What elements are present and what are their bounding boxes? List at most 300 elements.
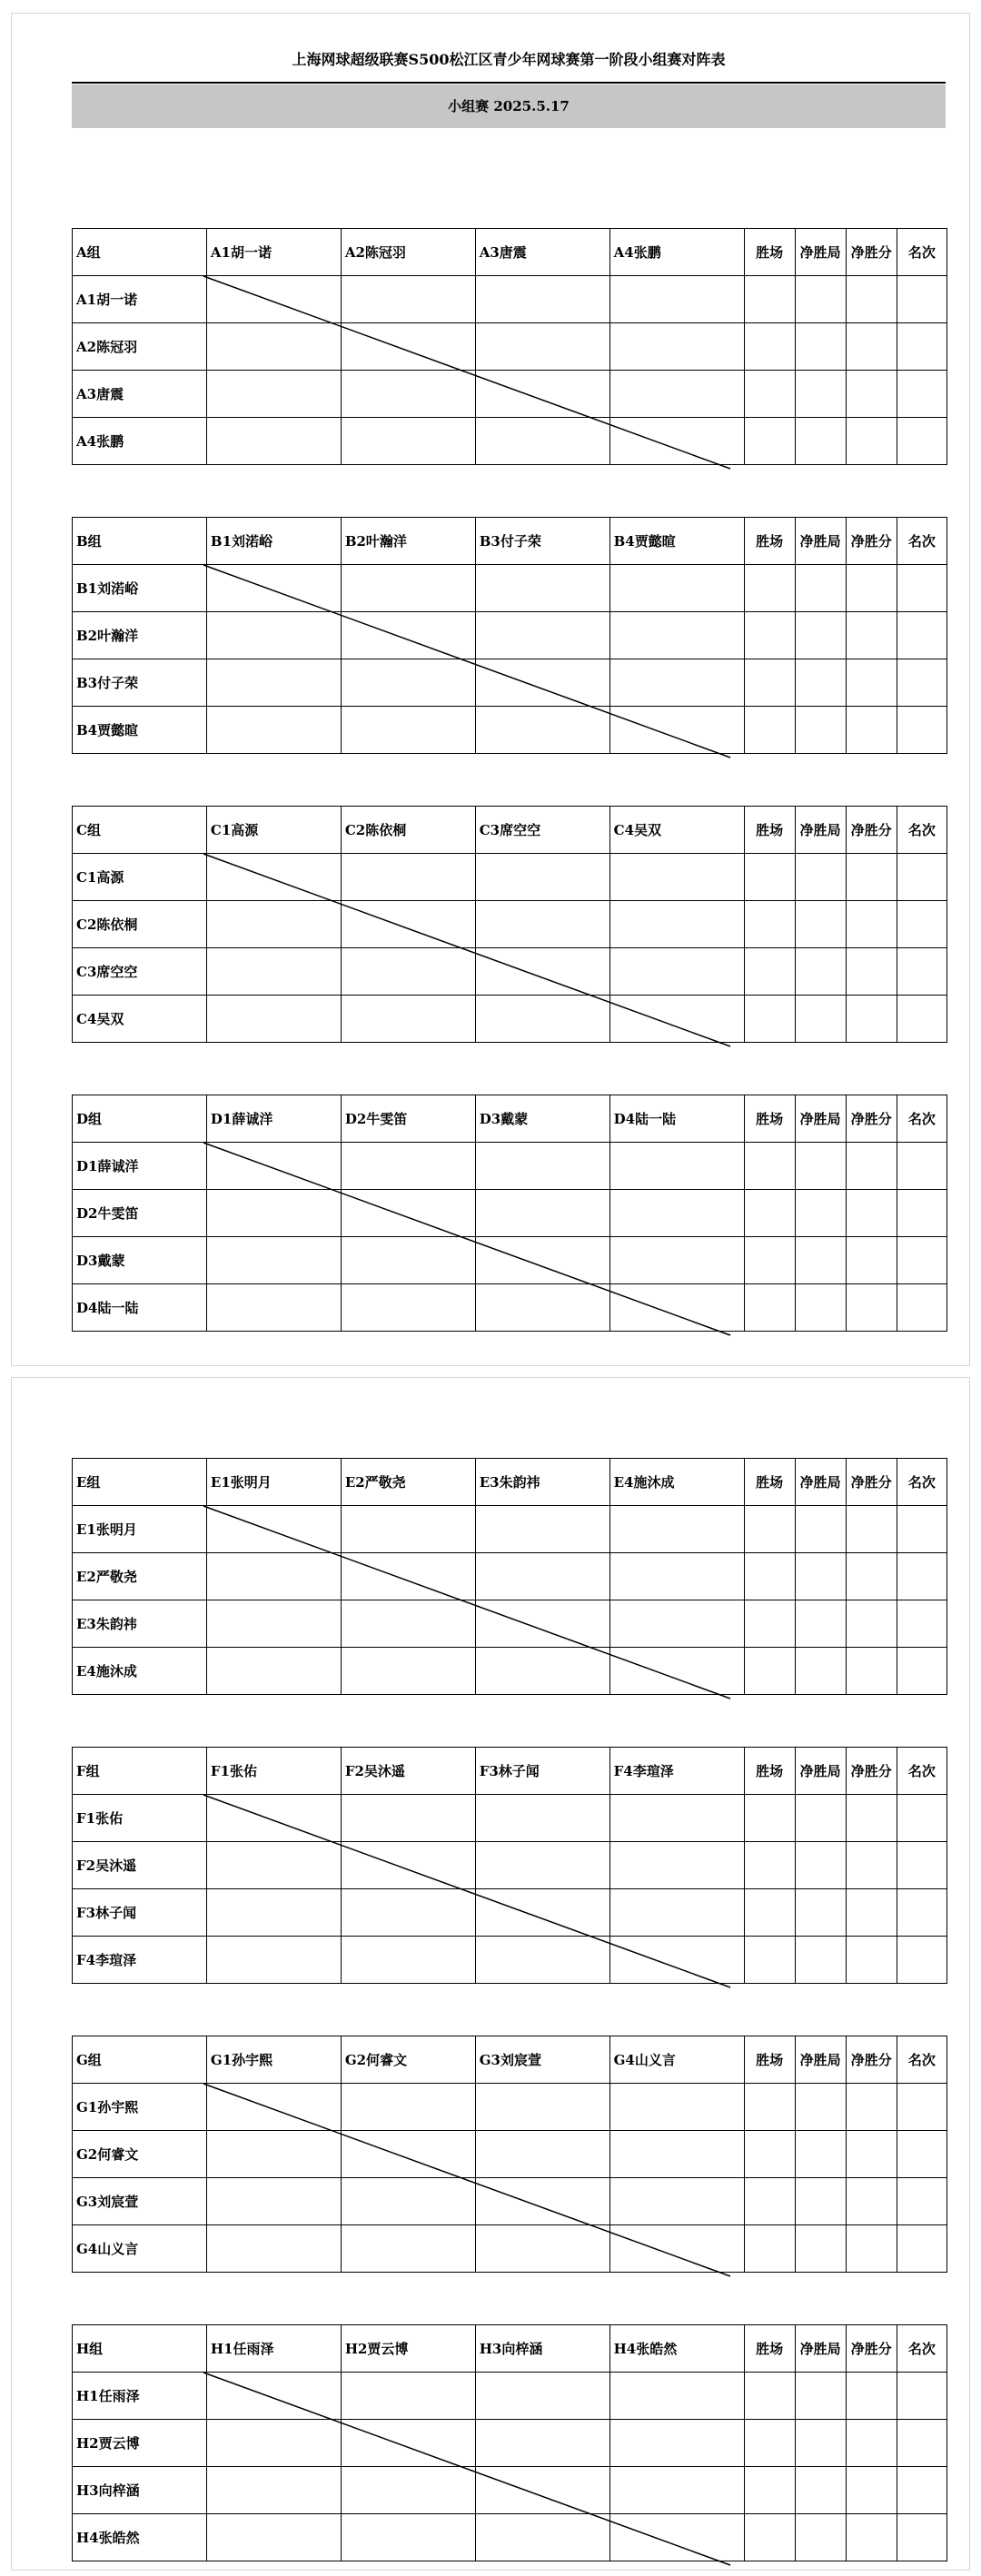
score-cell [341,1648,475,1695]
column-player-name: H1任雨泽 [206,2325,341,2373]
stat-header: 名次 [897,1095,946,1143]
self-match-cell [609,707,744,754]
stat-header: 净胜局 [795,2036,846,2084]
score-cell [206,2178,341,2225]
column-player-name: B3付子荣 [475,518,609,565]
stat-cell [795,2514,846,2561]
column-player-name: H3向梓涵 [475,2325,609,2373]
self-match-cell [609,2225,744,2273]
score-cell [609,1553,744,1600]
stat-cell [897,1237,946,1284]
group-table-a [72,228,947,465]
stat-cell [744,2131,795,2178]
stat-header: 净胜局 [795,1748,846,1795]
score-cell [475,1143,609,1190]
table-row [73,1937,947,1984]
stat-header: 净胜局 [795,1095,846,1143]
score-cell [341,996,475,1043]
group-header-row [73,1748,947,1795]
stat-cell [795,1553,846,1600]
stat-header: 名次 [897,1459,946,1506]
self-match-cell [609,996,744,1043]
stat-header: 胜场 [744,2036,795,2084]
column-player-name: E4施沐成 [609,1459,744,1506]
stat-cell [795,2467,846,2514]
stat-header: 胜场 [744,518,795,565]
score-cell [341,1795,475,1842]
column-player-name: A4张鹏 [609,229,744,276]
stat-header: 胜场 [744,1095,795,1143]
column-player-name: E3朱韵祎 [475,1459,609,1506]
table-row [73,1795,947,1842]
score-cell [475,854,609,901]
stat-cell [846,1237,897,1284]
self-match-cell [341,323,475,371]
group-label: D组 [73,1095,207,1143]
stat-cell [795,854,846,901]
group-table-c [72,806,947,1043]
row-player-name: H3向梓涵 [73,2467,207,2514]
stat-cell [897,901,946,948]
stat-cell [846,1506,897,1553]
table-row [73,659,947,707]
row-player-name: C4吴双 [73,996,207,1043]
score-cell [609,1889,744,1937]
stat-cell [846,1190,897,1237]
stat-cell [795,1889,846,1937]
self-match-cell [206,854,341,901]
column-player-name: F3林子闻 [475,1748,609,1795]
stat-cell [897,854,946,901]
table-row [73,612,947,659]
stat-cell [897,1284,946,1332]
row-player-name: A4张鹏 [73,418,207,465]
table-row [73,996,947,1043]
self-match-cell [206,1143,341,1190]
stat-header: 名次 [897,229,946,276]
column-player-name: F1张佑 [206,1748,341,1795]
score-cell [206,659,341,707]
score-cell [206,1937,341,1984]
stat-cell [897,1143,946,1190]
table-row [73,2225,947,2273]
stat-cell [795,1648,846,1695]
score-cell [475,418,609,465]
stat-header: 净胜分 [846,2036,897,2084]
score-cell [475,1284,609,1332]
stat-cell [846,996,897,1043]
score-cell [206,1648,341,1695]
score-cell [206,1553,341,1600]
stat-cell [846,418,897,465]
score-cell [475,1553,609,1600]
self-match-cell [609,1937,744,1984]
score-cell [609,659,744,707]
stat-cell [795,2178,846,2225]
stat-header: 净胜分 [846,807,897,854]
stat-cell [744,2084,795,2131]
score-cell [341,2467,475,2514]
score-cell [609,1600,744,1648]
score-cell [206,901,341,948]
score-cell [206,1284,341,1332]
stat-cell [744,1190,795,1237]
stat-cell [897,1553,946,1600]
score-cell [609,276,744,323]
stat-cell [897,707,946,754]
score-cell [341,276,475,323]
stat-cell [744,1795,795,1842]
table-row [73,901,947,948]
stat-cell [846,2084,897,2131]
stat-cell [846,1842,897,1889]
table-row [73,1889,947,1937]
self-match-cell [609,1284,744,1332]
row-player-name: A1胡一诺 [73,276,207,323]
stat-header: 净胜分 [846,518,897,565]
stat-cell [846,2420,897,2467]
stat-cell [897,2373,946,2420]
table-row [73,2178,947,2225]
column-player-name: G2何睿文 [341,2036,475,2084]
stat-cell [846,2467,897,2514]
stat-cell [897,2420,946,2467]
stat-cell [795,2084,846,2131]
score-cell [475,1190,609,1237]
column-player-name: B4贾懿暄 [609,518,744,565]
column-player-name: D2牛雯笛 [341,1095,475,1143]
stat-cell [744,2420,795,2467]
column-player-name: C3席空空 [475,807,609,854]
stat-cell [744,1143,795,1190]
column-player-name: B1刘渃峪 [206,518,341,565]
stat-cell [846,659,897,707]
row-player-name: F1张佑 [73,1795,207,1842]
stat-cell [795,276,846,323]
stat-cell [897,565,946,612]
score-cell [206,1190,341,1237]
stat-cell [897,1190,946,1237]
row-player-name: G4山义言 [73,2225,207,2273]
group-table-f [72,1747,947,1984]
stat-cell [744,2467,795,2514]
stat-cell [846,371,897,418]
stat-cell [897,1506,946,1553]
stat-header: 净胜局 [795,1459,846,1506]
score-cell [206,1600,341,1648]
stat-header: 名次 [897,807,946,854]
stat-cell [897,371,946,418]
stat-cell [795,2420,846,2467]
stat-cell [744,707,795,754]
table-row [73,948,947,996]
stat-header: 名次 [897,2036,946,2084]
table-row [73,565,947,612]
score-cell [206,1237,341,1284]
stat-cell [744,1506,795,1553]
self-match-cell [609,2514,744,2561]
title-divider [72,82,946,84]
stat-header: 净胜分 [846,1095,897,1143]
column-player-name: D1薛诚洋 [206,1095,341,1143]
row-player-name: F3林子闻 [73,1889,207,1937]
score-cell [609,901,744,948]
self-match-cell [341,1553,475,1600]
score-cell [341,659,475,707]
stat-cell [744,418,795,465]
self-match-cell [206,276,341,323]
subtitle-bar: 小组赛 2025.5.17 [72,84,946,128]
stat-cell [744,1284,795,1332]
stat-cell [846,2131,897,2178]
stat-header: 名次 [897,1748,946,1795]
stat-cell [744,2514,795,2561]
table-row [73,1842,947,1889]
score-cell [609,2084,744,2131]
column-player-name: E1张明月 [206,1459,341,1506]
score-cell [475,276,609,323]
score-cell [341,418,475,465]
table-row [73,1600,947,1648]
stat-cell [744,276,795,323]
score-cell [609,565,744,612]
stat-header: 名次 [897,518,946,565]
self-match-cell [341,612,475,659]
stat-cell [897,2514,946,2561]
column-player-name: D4陆一陆 [609,1095,744,1143]
stat-cell [795,948,846,996]
stat-cell [795,1937,846,1984]
stat-cell [744,948,795,996]
stat-header: 胜场 [744,1459,795,1506]
self-match-cell [341,901,475,948]
group-table-b [72,517,947,754]
stat-cell [846,1937,897,1984]
stat-cell [744,323,795,371]
score-cell [206,2514,341,2561]
score-cell [341,2514,475,2561]
stat-cell [897,1795,946,1842]
score-cell [206,2131,341,2178]
stat-header: 净胜局 [795,807,846,854]
stat-cell [744,901,795,948]
stat-header: 净胜分 [846,1459,897,1506]
row-player-name: C1高源 [73,854,207,901]
score-cell [475,1648,609,1695]
stat-cell [846,565,897,612]
stat-cell [897,612,946,659]
stat-header: 净胜局 [795,518,846,565]
stat-cell [744,1237,795,1284]
table-row [73,1284,947,1332]
column-player-name: C1高源 [206,807,341,854]
score-cell [206,948,341,996]
self-match-cell [475,1889,609,1937]
stat-cell [795,1842,846,1889]
row-player-name: G2何睿文 [73,2131,207,2178]
stat-cell [795,1284,846,1332]
table-row [73,2084,947,2131]
column-player-name: G1孙宇熙 [206,2036,341,2084]
row-player-name: C2陈依桐 [73,901,207,948]
column-player-name: A3唐震 [475,229,609,276]
score-cell [341,1237,475,1284]
score-cell [475,323,609,371]
stat-header: 胜场 [744,1748,795,1795]
stat-cell [795,996,846,1043]
table-row [73,2373,947,2420]
score-cell [475,2420,609,2467]
row-player-name: B4贾懿暄 [73,707,207,754]
group-header-row [73,2325,947,2373]
stat-cell [897,996,946,1043]
column-player-name: E2严敬尧 [341,1459,475,1506]
score-cell [609,612,744,659]
table-row [73,2420,947,2467]
score-cell [341,1284,475,1332]
stat-cell [795,2225,846,2273]
score-cell [609,2467,744,2514]
stat-cell [897,1648,946,1695]
column-player-name: F4李瑄泽 [609,1748,744,1795]
column-player-name: H4张皓然 [609,2325,744,2373]
stat-cell [897,2131,946,2178]
stat-cell [846,1553,897,1600]
table-row [73,418,947,465]
group-label: G组 [73,2036,207,2084]
score-cell [475,1842,609,1889]
score-cell [475,612,609,659]
group-header-row [73,2036,947,2084]
stat-cell [744,371,795,418]
stat-cell [744,1600,795,1648]
stat-cell [897,1842,946,1889]
stat-cell [846,854,897,901]
stat-header: 净胜分 [846,229,897,276]
row-player-name: B1刘渃峪 [73,565,207,612]
score-cell [341,1506,475,1553]
table-row [73,2514,947,2561]
score-cell [341,1600,475,1648]
stat-cell [846,1284,897,1332]
column-player-name: F2吴沐遥 [341,1748,475,1795]
row-player-name: H1任雨泽 [73,2373,207,2420]
row-player-name: A2陈冠羽 [73,323,207,371]
row-player-name: E3朱韵祎 [73,1600,207,1648]
stat-cell [795,418,846,465]
score-cell [341,948,475,996]
row-player-name: E2严敬尧 [73,1553,207,1600]
column-player-name: D3戴蒙 [475,1095,609,1143]
stat-cell [795,1506,846,1553]
score-cell [475,2225,609,2273]
document-page-1 [11,13,970,1366]
stat-cell [744,1937,795,1984]
stat-cell [744,565,795,612]
stat-cell [897,948,946,996]
stat-cell [795,323,846,371]
row-player-name: D1薛诚洋 [73,1143,207,1190]
self-match-cell [475,948,609,996]
score-cell [609,1237,744,1284]
score-cell [475,707,609,754]
stat-cell [744,1889,795,1937]
score-cell [206,2420,341,2467]
stat-cell [795,901,846,948]
row-player-name: G3刘宸萱 [73,2178,207,2225]
stat-cell [744,2225,795,2273]
self-match-cell [341,1842,475,1889]
row-player-name: F2吴沐遥 [73,1842,207,1889]
stat-cell [897,1889,946,1937]
score-cell [341,2373,475,2420]
column-player-name: C2陈依桐 [341,807,475,854]
stat-header: 净胜局 [795,2325,846,2373]
stat-cell [744,2178,795,2225]
score-cell [609,1842,744,1889]
score-cell [341,1937,475,1984]
group-label: E组 [73,1459,207,1506]
row-player-name: D2牛雯笛 [73,1190,207,1237]
score-cell [206,418,341,465]
score-cell [206,612,341,659]
column-player-name: G4山义言 [609,2036,744,2084]
stat-header: 名次 [897,2325,946,2373]
row-player-name: E1张明月 [73,1506,207,1553]
stat-cell [897,323,946,371]
table-row [73,1553,947,1600]
column-player-name: C4吴双 [609,807,744,854]
table-row [73,371,947,418]
group-label: C组 [73,807,207,854]
stat-cell [795,1143,846,1190]
self-match-cell [206,565,341,612]
stat-cell [846,2514,897,2561]
table-row [73,2467,947,2514]
row-player-name: H4张皓然 [73,2514,207,2561]
stat-cell [846,2373,897,2420]
row-player-name: H2贾云博 [73,2420,207,2467]
score-cell [475,2514,609,2561]
stat-cell [897,2084,946,2131]
column-player-name: H2贾云博 [341,2325,475,2373]
stat-cell [897,276,946,323]
group-header-row [73,1095,947,1143]
score-cell [475,2373,609,2420]
score-cell [341,2178,475,2225]
stat-cell [795,2373,846,2420]
self-match-cell [206,2084,341,2131]
score-cell [609,2420,744,2467]
column-player-name: G3刘宸萱 [475,2036,609,2084]
score-cell [609,371,744,418]
score-cell [341,1143,475,1190]
score-cell [206,707,341,754]
stat-cell [897,1937,946,1984]
score-cell [609,2178,744,2225]
stat-cell [744,659,795,707]
table-row [73,1190,947,1237]
group-table-h [72,2324,947,2561]
self-match-cell [475,2467,609,2514]
stat-cell [897,2225,946,2273]
column-player-name: B2叶瀚洋 [341,518,475,565]
score-cell [475,1795,609,1842]
self-match-cell [609,1648,744,1695]
stat-cell [744,2373,795,2420]
stat-cell [795,1237,846,1284]
stat-header: 净胜分 [846,1748,897,1795]
